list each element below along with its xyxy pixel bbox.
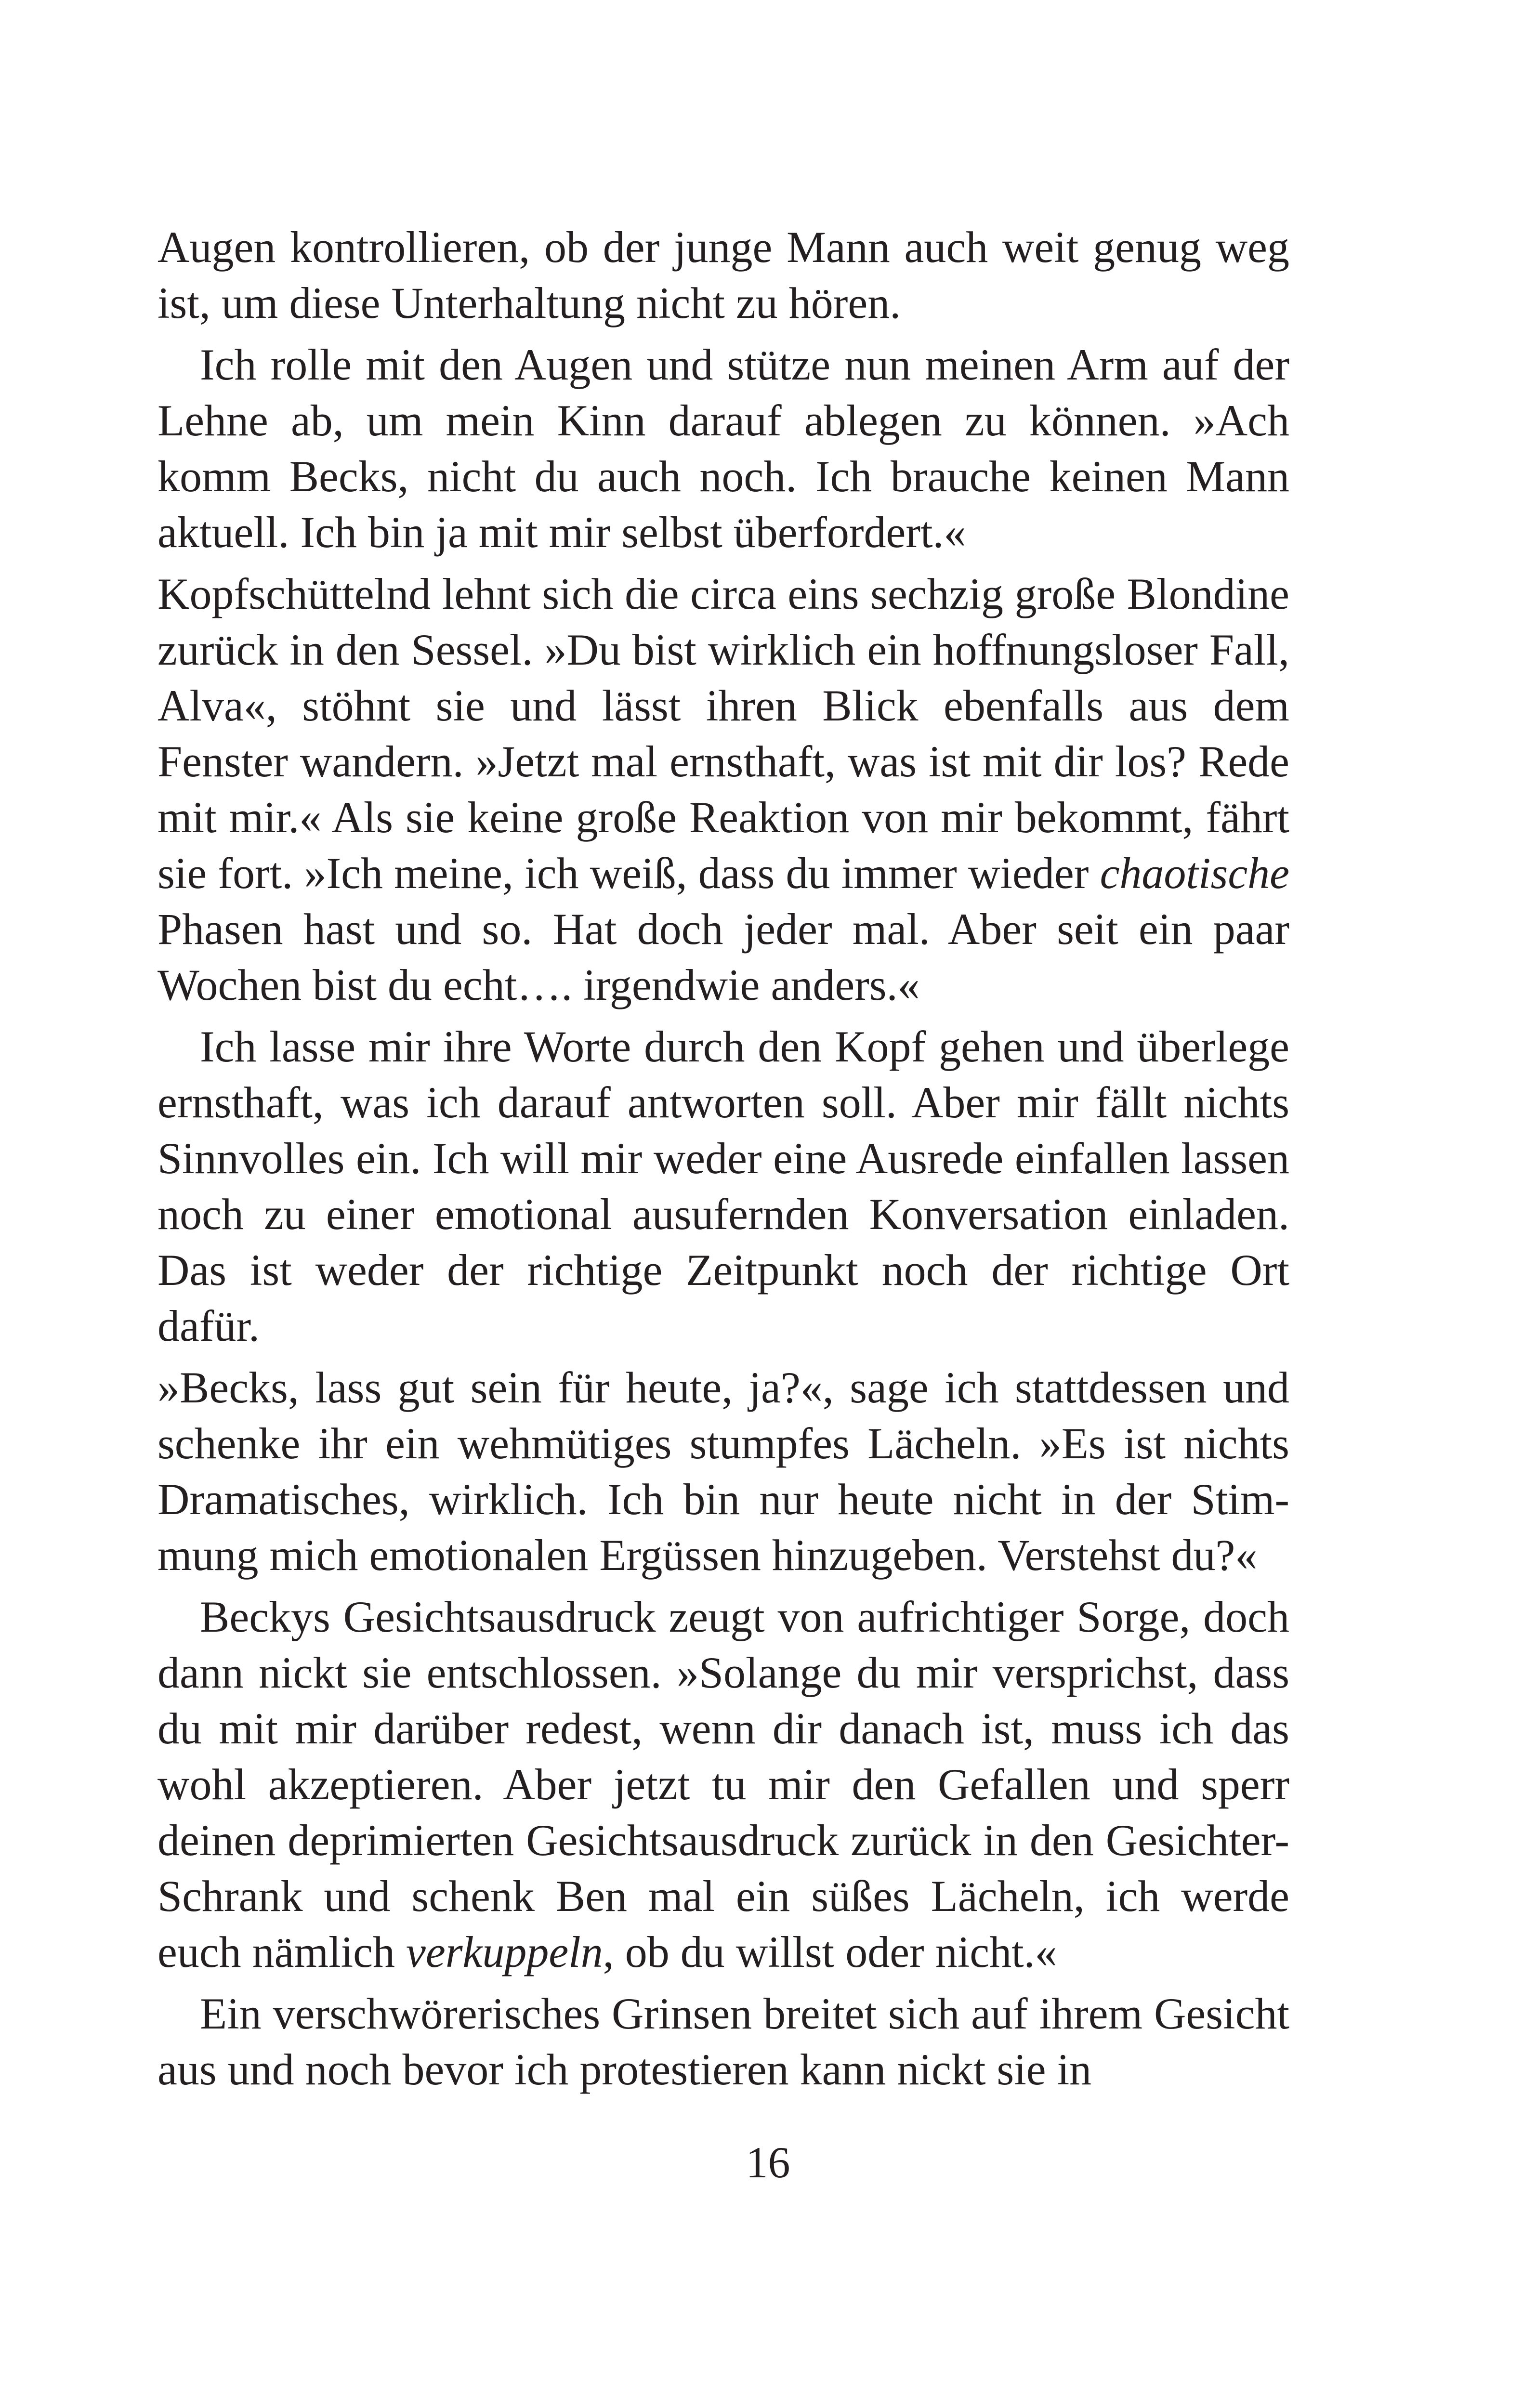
paragraph — [158, 1589, 1289, 1980]
italic-text: chaotische — [1100, 849, 1289, 898]
text-run: , ob du willst oder nicht.« — [603, 1927, 1057, 1976]
italic-text: verkuppeln — [406, 1927, 603, 1976]
text-run: Kopfschüttelnd lehnt sich die circa eins sechzig große Blondine zurück in den Sessel. »Du bist wirklich ein hoffnungsloser Fall, Alva«, stöhnt sie und lässt ihren Blick ebenfalls aus dem Fenster wandern. »Jetzt mal ernsthaft, was ist mit dir los? Rede mit mir.« Als sie keine große Reaktion von mir bekommt, fährt sie fort. »Ich meine, ich weiß, dass du immer wieder — [158, 569, 1289, 898]
paragraph — [158, 1986, 1289, 2097]
body-text — [158, 219, 1289, 2103]
text-run: Ein verschwörerisches Grinsen breitet sich auf ihrem Gesicht aus und noch bevor ich protestieren kann nickt sie in — [158, 1989, 1289, 2094]
paragraph — [158, 337, 1289, 560]
paragraph — [158, 219, 1289, 331]
text-run: Augen kontrollieren, ob der junge Mann auch weit genug weg ist, um diese Unterhaltung nicht zu hören. — [158, 222, 1289, 327]
text-run: Beckys Gesichtsausdruck zeugt von aufrichtiger Sorge, doch dann nickt sie entschlossen. »Solange du mir versprichst, dass du mit mir darüber redest, wenn dir danach ist, muss ich das wohl akzeptieren. Aber jetzt tu mir den Gefallen und sperr deinen deprimierten Gesichtsausdruck zurück in den Gesichter-Schrank und schenk Ben mal ein süßes Lächeln, ich werde euch nämlich — [158, 1592, 1289, 1976]
text-run: Ich lasse mir ihre Worte durch den Kopf gehen und überlege ernsthaft, was ich darauf antworten soll. Aber mir fällt nichts Sinnvolles ein. Ich will mir weder eine Ausrede einfallen lassen noch zu einer emotional ausufernden Konversation einladen. Das ist weder der richtige Zeitpunkt noch der richtige Ort dafür. — [158, 1022, 1289, 1350]
paragraph — [158, 1360, 1289, 1583]
text-run: Phasen hast und so. Hat doch jeder mal. Aber seit ein paar Wochen bist du echt…. irgendwie anders.« — [158, 904, 1289, 1009]
page-number: 16 — [746, 2138, 790, 2187]
paragraph — [158, 566, 1289, 1013]
text-run: »Becks, lass gut sein für heute, ja?«, sage ich stattdessen und schenke ihr ein wehmütiges stumpfes Lächeln. »Es ist nichts Dramatisches, wirklich. Ich bin nur heute nicht in der Stimmung mich emotionalen Ergüssen hinzugeben. Verstehst du?« — [158, 1363, 1289, 1580]
text-run: Ich rolle mit den Augen und stütze nun meinen Arm auf der Lehne ab, um mein Kinn darauf ablegen zu können. »Ach komm Becks, nicht du auch noch. Ich brauche keinen Mann aktuell. Ich bin ja mit mir selbst überfordert.« — [158, 340, 1289, 557]
paragraph — [158, 1019, 1289, 1354]
